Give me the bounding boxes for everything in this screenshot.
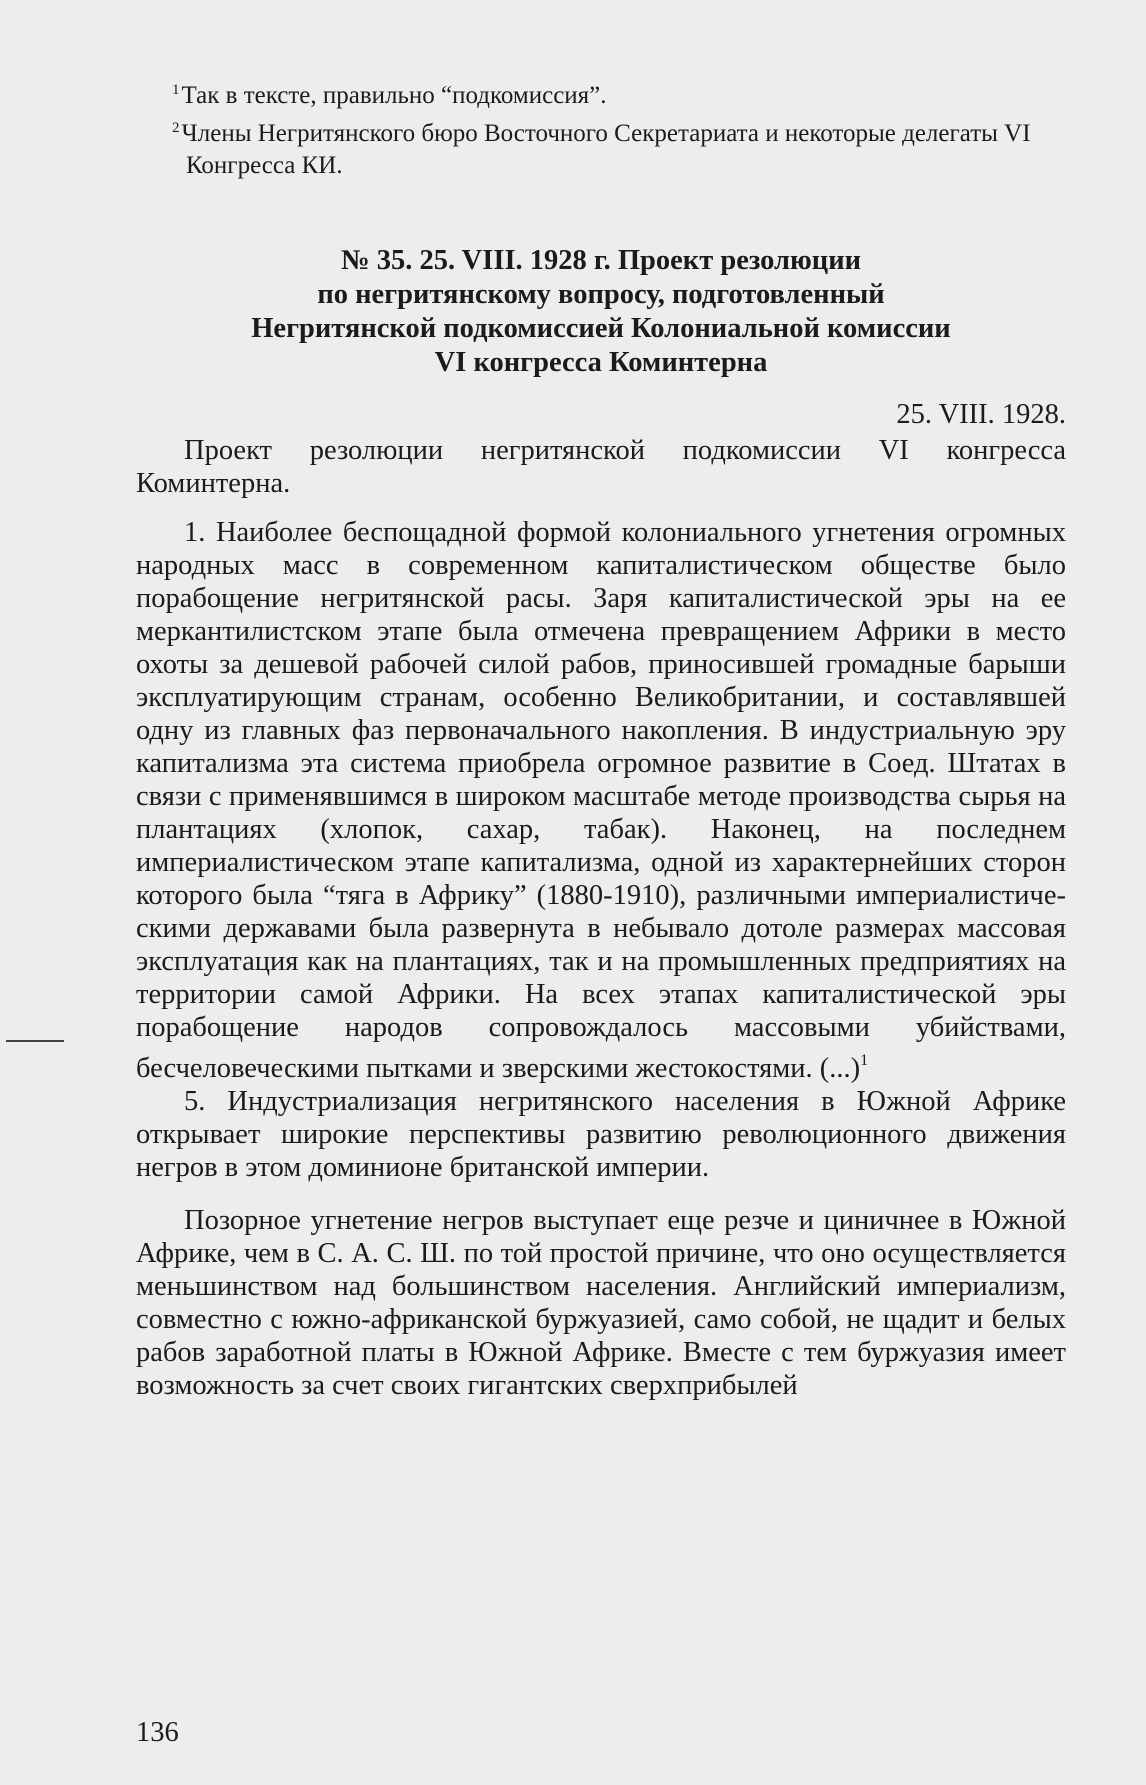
footnote-text: Члены Негритянского бюро Восточного Секретариата и некоторые делегаты VI Конгресса КИ. [181, 120, 1031, 179]
point-5-paragraph: 5. Индустриализация негритянского населения в Южной Африке открывает широкие перспективы развитию революционного движения негров в этом доминионе британской империи. [136, 1086, 1066, 1183]
footnote-ref: 1 [860, 1052, 869, 1069]
footnote-1 [172, 74, 1066, 112]
document-date: 25. VIII. 1928. [896, 399, 1066, 430]
intro-paragraph: Проект резолюции негритянской подкомиссии VI конгресса Коминтерна. [136, 435, 1066, 499]
page-number: 136 [136, 1717, 179, 1748]
title-line: Негритянской подкомиссией Колониальной комиссии [251, 313, 951, 344]
footnote-2 [172, 112, 1066, 182]
closing-paragraph: Позорное угнетение негров выступает еще резче и циничнее в Южной Африке, чем в С. А. С. Ш. по той простой причине, что оно осуществляется меньшинством над большинством населения. Английский империализм, совместно с южно-африканской буржуазией, само собой, не щадит и белых рабов заработной платы в Южной Африке. Вместе с тем буржуазия имеет возможность за счет своих гигантских сверхприбылей [136, 1205, 1066, 1401]
text-column [136, 74, 1066, 1402]
point-1-paragraph [136, 516, 1066, 1085]
footnote-text: Так в тексте, правильно “подкомиссия”. [181, 82, 607, 109]
document-title [136, 244, 1066, 380]
title-line: VI конгресса Коминтерна [434, 347, 768, 378]
footnotes [172, 74, 1066, 182]
margin-mark [6, 1040, 64, 1042]
title-line: по негритянскому вопросу, подготовленный [317, 279, 885, 310]
footnote-number: 2 [172, 120, 180, 136]
footnote-number: 1 [172, 82, 180, 98]
title-line: № 35. 25. VIII. 1928 г. Проект резолюции [340, 245, 862, 276]
point-1-text: 1. Наиболее беспощадной формой колониального угнетения огромных народных масс в современном капиталистическом обществе было порабощение негритянской расы. Заря капиталистической эры на ее меркантилистском этапе была отмечена превращением Африки в место охоты за дешевой рабочей силой рабов, приносившей громадные барыши эксплуатирующим странам, особенно Великобритании, и составлявшей одну из главных фаз первоначального накопления. В индустриальную эру капитализма эта система приобрела огромное развитие в Соед. Штатах в связи с применявшимся в широком масштабе методе производства сырья на плантациях (хлопок, сахар, табак). Наконец, на последнем империалистическом этапе капитализма, одной из характернейших сторон которого была “тяга в Африку” (1880-1910), различными империалистическими державами была развернута в небывало дотоле размерах массовая эксплуатация как на плантациях, так и на промышленных предприятиях на территории самой Африки. На всех этапах капиталистической эры порабощение народов сопровождалось массовыми убийствами, бесчеловеческими пытками и зверскими жестокостями. (...) [136, 517, 1066, 1084]
